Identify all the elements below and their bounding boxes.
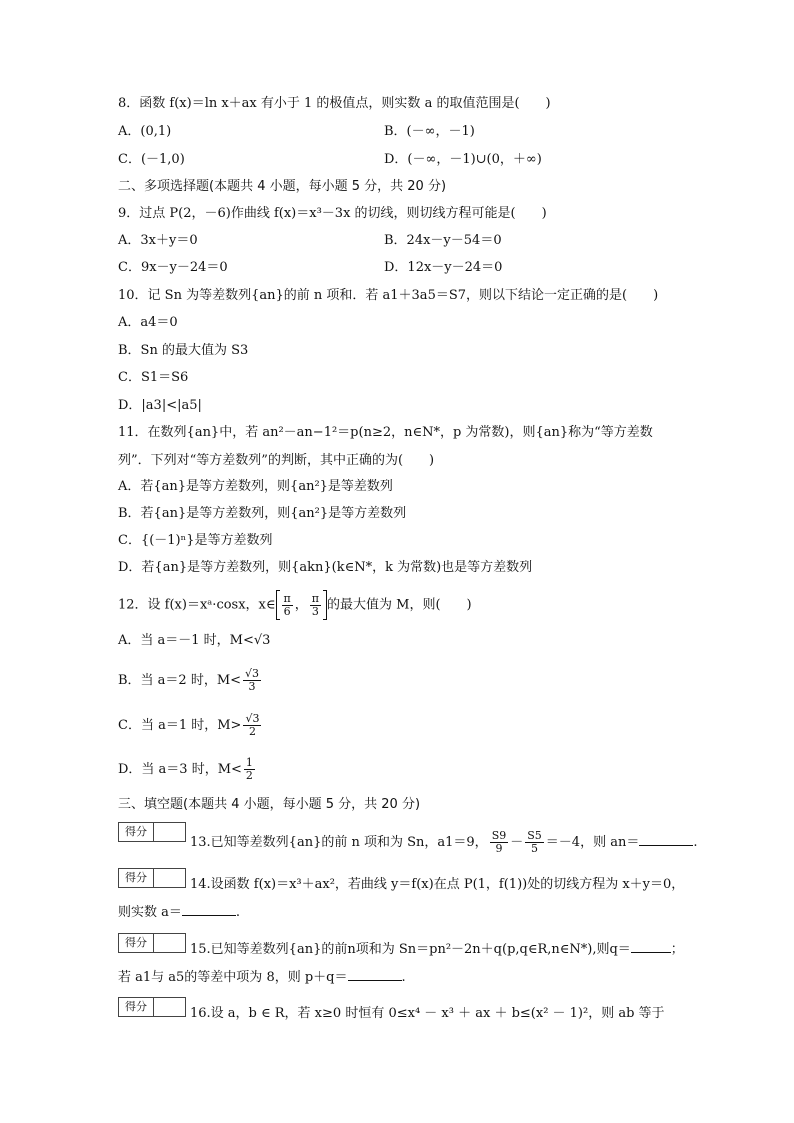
- q12-interval-lo: $\frac{\pi}{6}$: [283, 591, 291, 618]
- q15-answer-blank-q[interactable]: [631, 940, 671, 953]
- q9-option-d: D．12x－y－24＝0: [384, 260, 503, 275]
- q9-option-b: B．24x－y－54＝0: [384, 233, 502, 248]
- q10-option-b: B．Sn 的最大值为 S3: [118, 343, 249, 358]
- q13-text: 13.已知等差数列{an}的前 n 项和为 Sn，a1＝9， $\frac{S9}{9}$ － $\frac{S5}{5}$ ＝－4，则 an＝ .: [190, 829, 698, 855]
- q12-option-c: C．当 a＝1 时，M> $\frac{√3}{2}$: [118, 712, 260, 738]
- q11-option-c: C．{(－1)ⁿ}是等方差数列: [118, 533, 273, 548]
- q12-option-d: D．当 a＝3 时，M< $\frac{1}{2}$: [118, 756, 253, 782]
- q8-stem: 8．函数 f(x)＝ln x＋ax 有小于 1 的极值点，则实数 a 的取值范围是( ): [118, 96, 551, 111]
- q8-option-c: C．(－1,0): [118, 152, 185, 167]
- q11-stem-line1: 11．在数列{an}中，若 an²－an−1²＝p(n≥2，n∈N*，p 为常数)，则{an}称为“等方差数: [118, 425, 653, 440]
- q14-line2: 则实数 a＝ .: [118, 905, 241, 920]
- q11-stem-line2: 列”．下列对“等方差数列”的判断，其中正确的为( ): [118, 453, 435, 468]
- q12-stem-pre: 12．设 f(x)＝xᵃ·cosx，x∈: [118, 597, 276, 613]
- q12-option-b: B．当 a＝2 时，M< $\frac{√3}{3}$: [118, 667, 260, 693]
- q10-option-a: A．a4＝0: [118, 315, 178, 330]
- q11-option-d: D．若{an}是等方差数列，则{akn}(k∈N*，k 为常数)也是等方差数列: [118, 560, 533, 575]
- score-box-16[interactable]: 得分: [118, 997, 186, 1017]
- score-box-13[interactable]: 得分: [118, 822, 186, 842]
- q16-line1: 16.设 a，b ∈ R，若 x≥0 时恒有 0≤x⁴ － x³ ＋ ax ＋ b≤(x² － 1)²，则 ab 等于: [190, 1006, 665, 1021]
- q8-option-d: D．(－∞，－1)∪(0，＋∞): [384, 152, 542, 167]
- q12-stem-post: 的最大值为 M，则( ): [327, 597, 472, 613]
- score-box-15[interactable]: 得分: [118, 933, 186, 953]
- section-2-heading: 二、多项选择题(本题共 4 小题，每小题 5 分，共 20 分): [118, 179, 447, 194]
- q9-option-a: A．3x＋y＝0: [118, 233, 198, 248]
- q12-interval-hi: $\frac{\pi}{3}$: [311, 591, 319, 618]
- q10-stem: 10．记 Sn 为等差数列{an}的前 n 项和．若 a1＋3a5＝S7，则以下结论一定正确的是( ): [118, 288, 659, 303]
- q12-stem: 12．设 f(x)＝xᵃ·cosx，x∈ $\frac{\pi}{6}$ ， $\frac{\pi}{3}$ 的最大值为 M，则( ): [118, 590, 472, 620]
- q9-stem: 9．过点 P(2，－6)作曲线 f(x)＝x³－3x 的切线，则切线方程可能是( ): [118, 206, 547, 221]
- q15-answer-blank-pq[interactable]: [348, 968, 402, 981]
- score-box-14[interactable]: 得分: [118, 868, 186, 888]
- q11-option-b: B．若{an}是等方差数列，则{an²}是等方差数列: [118, 506, 407, 521]
- q8-option-a: A．(0,1): [118, 124, 172, 139]
- q10-option-d: D．|a3|<|a5|: [118, 398, 202, 413]
- q15-line2: 若 a1与 a5的等差中项为 8，则 p＋q＝ .: [118, 970, 406, 985]
- q14-answer-blank[interactable]: [182, 903, 236, 916]
- section-3-heading: 三、填空题(本题共 4 小题，每小题 5 分，共 20 分): [118, 797, 421, 812]
- q15-line1: 15.已知等差数列{an}的前n项和为 Sn＝pn²－2n＋q(p,q∈R,n∈N*),则q＝ ；: [190, 942, 684, 957]
- q11-option-a: A．若{an}是等方差数列，则{an²}是等差数列: [118, 479, 393, 494]
- q8-option-b: B．(－∞，－1): [384, 124, 475, 139]
- q12-option-a: A．当 a＝－1 时，M<√3: [118, 633, 271, 648]
- q10-option-c: C．S1＝S6: [118, 370, 189, 385]
- q13-answer-blank[interactable]: [639, 833, 693, 846]
- q14-line1: 14.设函数 f(x)＝x³＋ax²，若曲线 y＝f(x)在点 P(1，f(1))处的切线方程为 x＋y＝0，: [190, 877, 685, 892]
- q9-option-c: C．9x－y－24＝0: [118, 260, 228, 275]
